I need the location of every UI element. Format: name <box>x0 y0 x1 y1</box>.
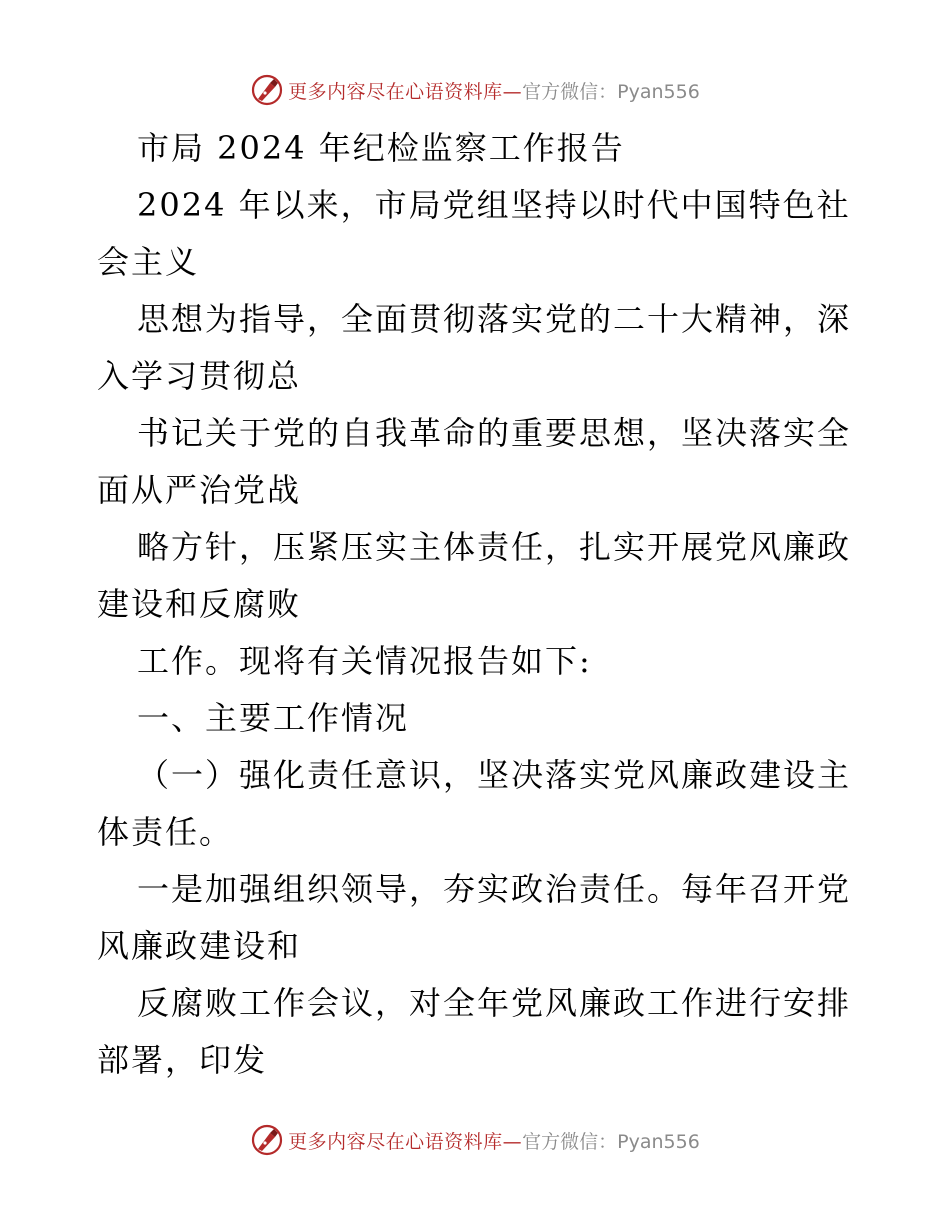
paragraph-line: 一是加强组织领导，夯实政治责任。每年召开党 <box>137 870 852 908</box>
pen-nib-logo-icon <box>250 1123 284 1157</box>
paragraph-line: 风廉政建设和 <box>97 927 302 965</box>
banner-text: 更多内容尽在心语资料库— <box>288 80 523 103</box>
banner-wechat: 官方微信：Pyan556 <box>522 80 700 103</box>
subsection-heading: （一）强化责任意识，坚决落实党风廉政建设主 <box>137 756 852 794</box>
paragraph-line: 思想为指导，全面贯彻落实党的二十大精神，深 <box>137 300 852 338</box>
document-body <box>97 120 857 1089</box>
document-title: 市局 2024 年纪检监察工作报告 <box>137 129 625 167</box>
paragraph-line: 略方针，压紧压实主体责任，扎实开展党风廉政 <box>137 528 852 566</box>
paragraph-line: 会主义 <box>97 243 200 281</box>
paragraph-line: 建设和反腐败 <box>97 585 302 623</box>
paragraph-line: 部署，印发 <box>97 1041 268 1079</box>
section-heading: 一、主要工作情况 <box>137 699 410 737</box>
paragraph-line: 入学习贯彻总 <box>97 357 302 395</box>
banner-text: 更多内容尽在心语资料库— <box>288 1130 523 1153</box>
paragraph-line: 反腐败工作会议，对全年党风廉政工作进行安排 <box>137 984 852 1022</box>
paragraph-line: 2024 年以来，市局党组坚持以时代中国特色社 <box>137 186 851 224</box>
header-banner <box>0 68 950 112</box>
banner-wechat: 官方微信：Pyan556 <box>522 1130 700 1153</box>
pen-nib-logo-icon <box>250 73 284 107</box>
paragraph-line: 面从严治党战 <box>97 471 302 509</box>
paragraph-line: 体责任。 <box>97 813 234 851</box>
footer-banner <box>0 1118 950 1162</box>
paragraph-line: 书记关于党的自我革命的重要思想，坚决落实全 <box>137 414 852 452</box>
paragraph-line: 工作。现将有关情况报告如下: <box>137 642 592 680</box>
